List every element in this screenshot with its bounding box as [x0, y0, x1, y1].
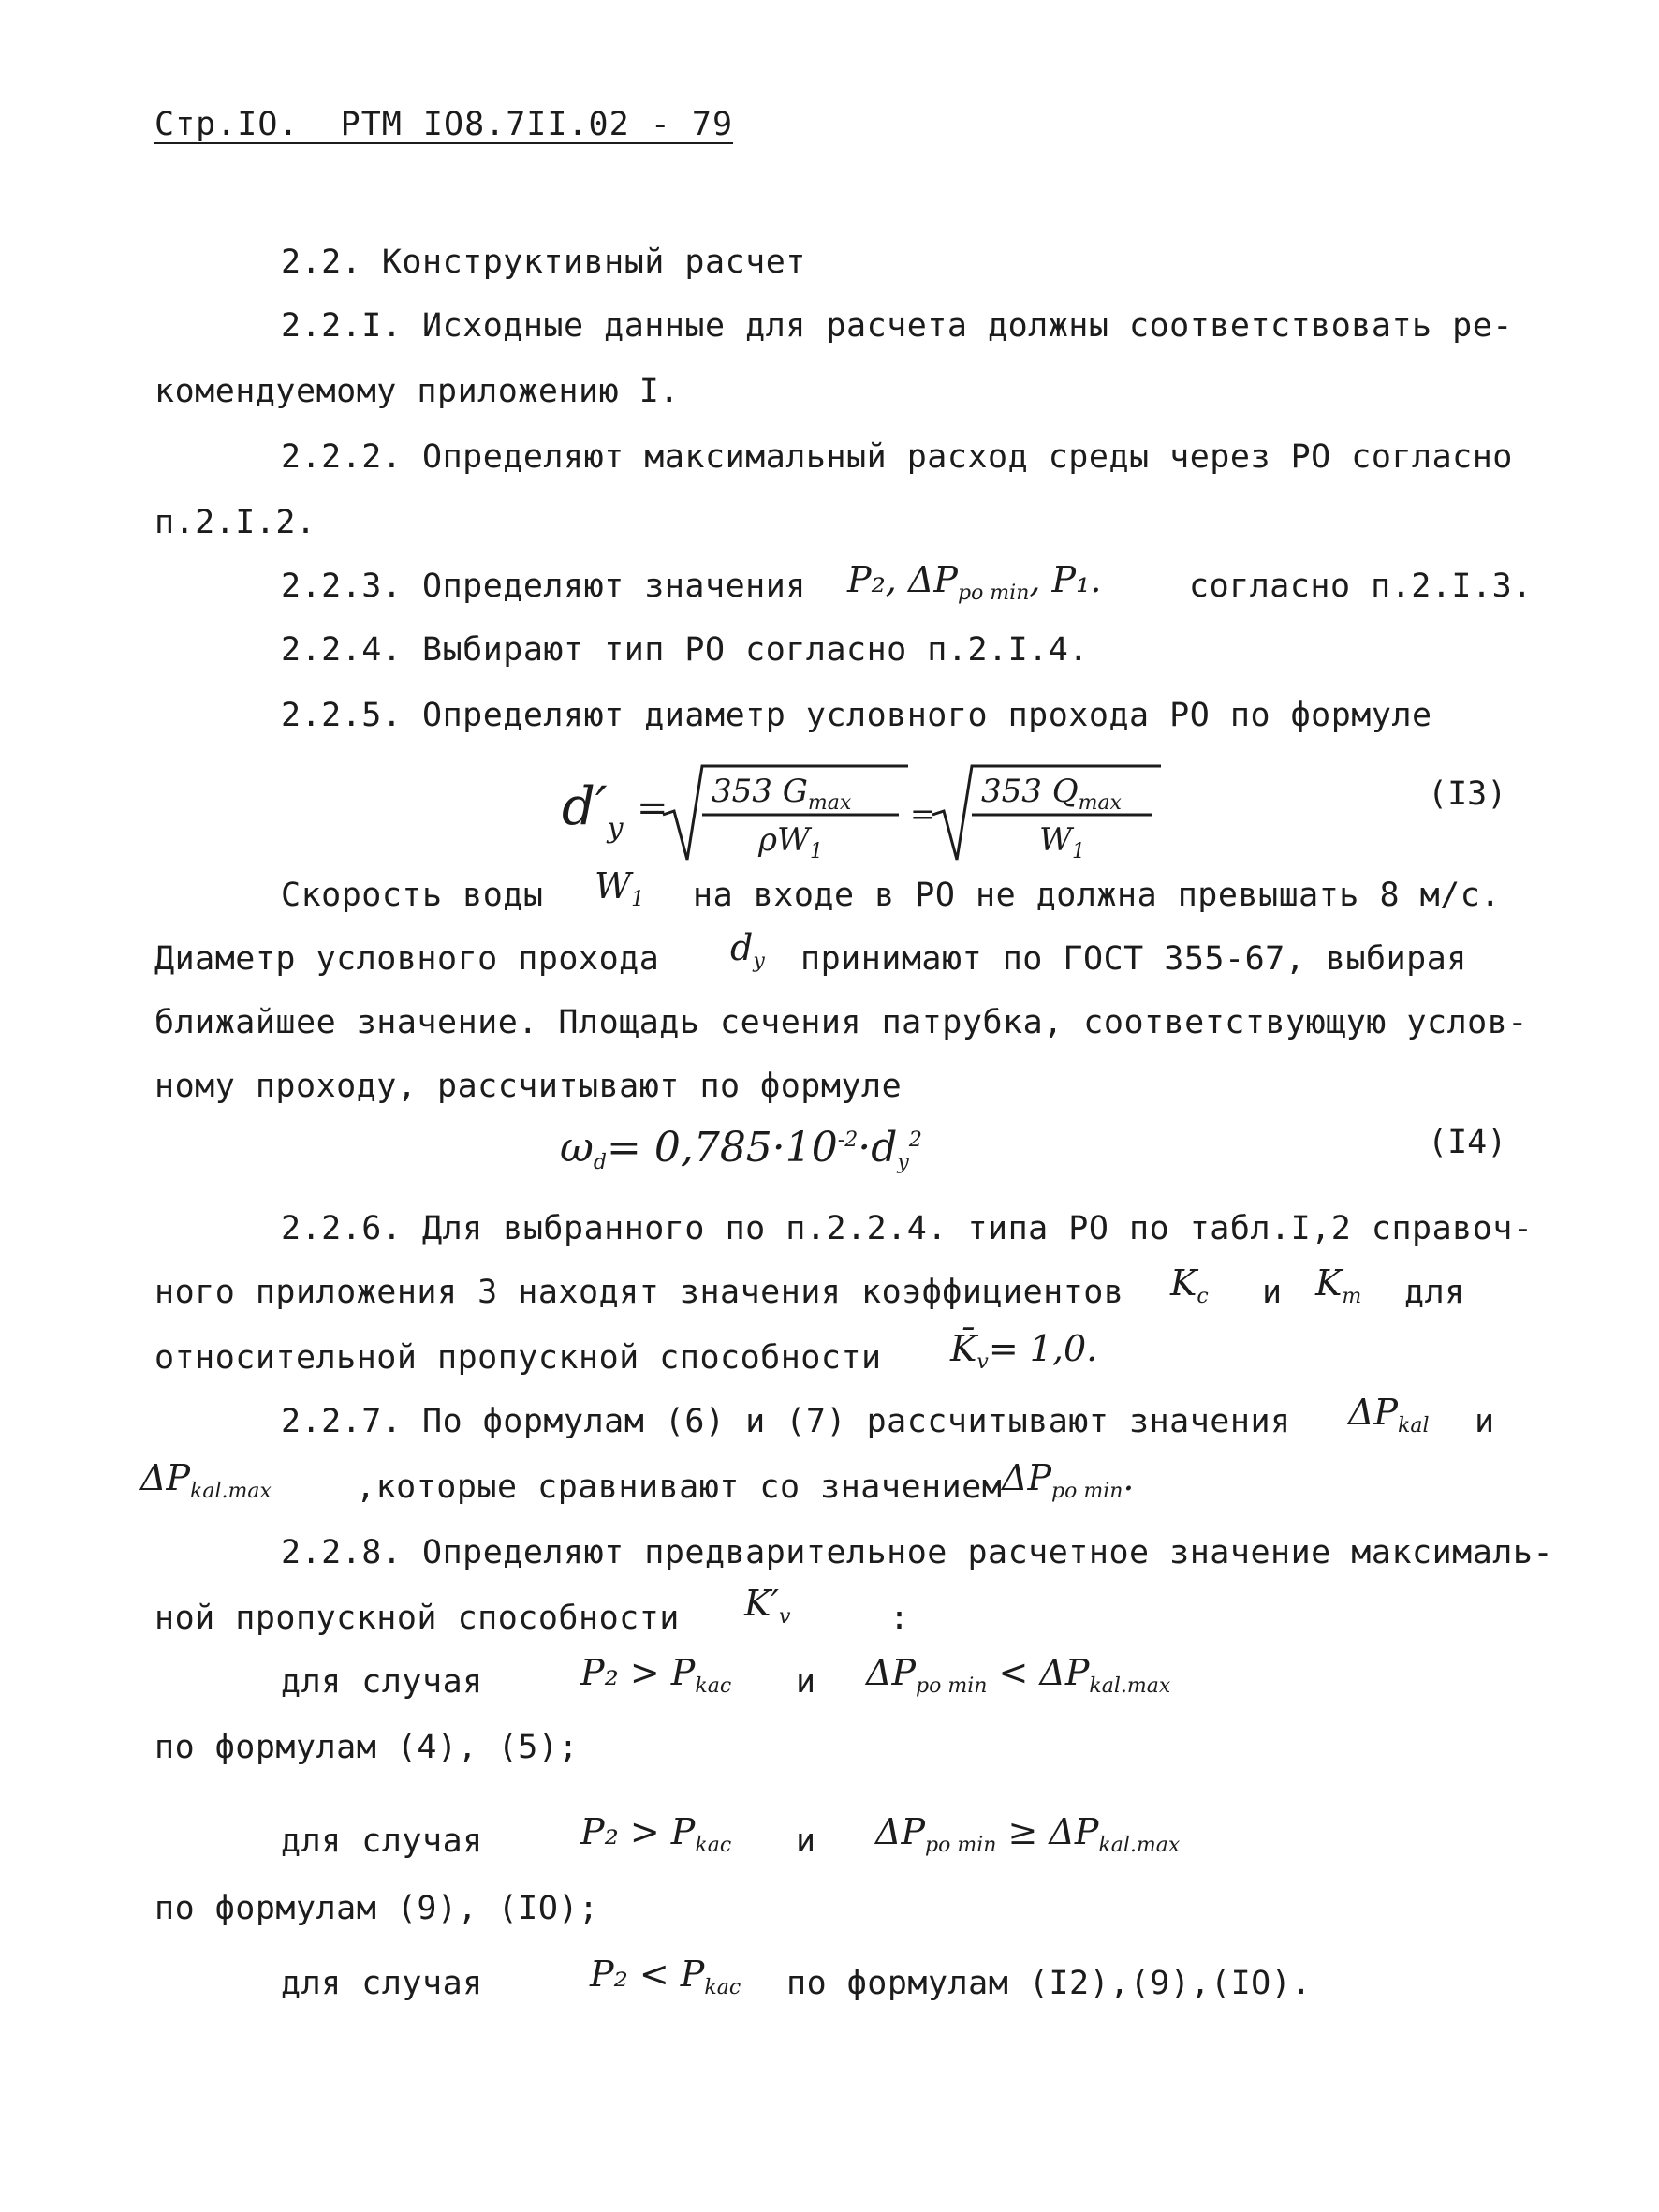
equation-number-13: (I3) — [1428, 775, 1507, 813]
formula-13-lhs: $d'_y$ — [562, 776, 624, 845]
section-heading: 2.2. Конструктивный расчет — [281, 243, 806, 281]
paragraph-2-2-3-pre: 2.2.3. Определяют значения — [281, 568, 806, 605]
diameter-post: принимают по ГОСТ 355-67, выбирая — [800, 940, 1467, 978]
paragraph-2-2-4: 2.2.4. Выбирают тип РО согласно п.2.I.4. — [281, 631, 1089, 669]
math-dy: $d_y$ — [730, 927, 765, 973]
paragraph-2-2-5: 2.2.5. Определяют диаметр условного прохода РО по формуле — [281, 697, 1432, 734]
paragraph-2-2-8-line1: 2.2.8. Определяют предварительное расчетное значение максималь- — [281, 1534, 1554, 1571]
paragraph-2-2-3-post: согласно п.2.I.3. — [1189, 568, 1533, 605]
paragraph-2-2-1-line2: комендуемому приложению I. — [154, 373, 680, 410]
formula-14: $\omega_d= 0,785\cdot 10^{-2}\cdot d_y^2$ — [560, 1124, 922, 1174]
paragraph-2-2-6-line1: 2.2.6. Для выбранного по п.2.2.4. типа РО по табл.I,2 справоч- — [281, 1210, 1534, 1247]
case3-cond1: $P_2 < P_{kac}$ — [590, 1954, 741, 1999]
math-kc: $K_c$ — [1170, 1262, 1209, 1308]
math-p2-dp-pomin: P₂, $\Delta P_{po min}$, P₁. — [847, 559, 1102, 605]
paragraph-2-2-2-line2: п.2.I.2. — [154, 504, 316, 541]
formula-13-num2: 353 $Q_{max}$ — [981, 773, 1122, 815]
math-dp-pomin: $\Delta P_{po min}$. — [1002, 1457, 1135, 1503]
case2-label: для случая — [281, 1822, 483, 1860]
math-kv-prime: $K'_v$ — [744, 1583, 791, 1629]
math-kv-relative: $K̄_v= 1,0$. — [950, 1328, 1098, 1374]
case2-and: и — [796, 1822, 816, 1860]
speed-pre: Скорость воды — [281, 877, 544, 914]
case2-formulas: по формулам (9), (IO); — [154, 1890, 599, 1927]
nearest-line: ближайшее значение. Площадь сечения патрубка, соответствующую услов- — [154, 1004, 1528, 1041]
formula-13-den1: $\rho W_1$ — [758, 821, 823, 863]
case2-cond1: $P_2 > P_{kac}$ — [580, 1811, 732, 1857]
paragraph-2-2-8-line2: ной пропускной способности — [154, 1600, 680, 1637]
paragraph-2-2-7-line2: ,которые сравнивают со значением — [356, 1468, 1003, 1506]
paragraph-2-2-6-for: для — [1404, 1274, 1465, 1311]
diameter-pre: Диаметр условного прохода — [154, 940, 660, 978]
formula-13-eq1: = — [637, 787, 668, 830]
paragraph-2-2-7-line1: 2.2.7. По формулам (6) и (7) рассчитывают значения — [281, 1403, 1291, 1440]
case3-label: для случая — [281, 1965, 483, 2002]
case2-cond2: $\Delta P_{po min} \ge \Delta P_{kal.max}$ — [875, 1811, 1181, 1857]
paragraph-2-2-2-line1: 2.2.2. Определяют максимальный расход среды через РО согласно — [281, 438, 1513, 476]
case1-cond1: $P_2 > P_{kac}$ — [580, 1652, 732, 1698]
equation-number-14: (I4) — [1428, 1124, 1507, 1161]
formula-13-den2: $W_1$ — [1039, 821, 1085, 863]
case1-formulas: по формулам (4), (5); — [154, 1729, 580, 1766]
formula-13-eq2: = — [910, 796, 935, 832]
case3-formulas: по формулам (I2),(9),(IO). — [786, 1965, 1312, 2002]
case1-cond2: $\Delta P_{po min} < \Delta P_{kal.max}$ — [866, 1652, 1171, 1698]
paragraph-2-2-6-line3: относительной пропускной способности — [154, 1339, 882, 1377]
page-header: Стр.IO. РТМ IO8.7II.02 - 79 — [154, 106, 734, 143]
case1-label: для случая — [281, 1663, 483, 1701]
math-dp-kal: $\Delta P_{kal}$ — [1348, 1392, 1430, 1438]
paragraph-2-2-1-line1: 2.2.I. Исходные данные для расчета должны соответствовать ре- — [281, 307, 1513, 345]
formula-13-num1: 353 $G_{max}$ — [712, 773, 852, 815]
paragraph-2-2-6-line2-pre: ного приложения 3 находят значения коэффициентов — [154, 1274, 1124, 1311]
formula-13 — [562, 749, 1180, 871]
nomu-line: ному проходу, рассчитывают по формуле — [154, 1068, 903, 1105]
math-km: $K_m$ — [1315, 1262, 1362, 1308]
case1-and: и — [796, 1663, 816, 1701]
paragraph-2-2-6-and: и — [1262, 1274, 1283, 1311]
math-w1: $W_1$ — [595, 865, 645, 911]
paragraph-2-2-7-and: и — [1475, 1403, 1495, 1440]
paragraph-2-2-8-colon: : — [889, 1600, 910, 1637]
speed-post: на входе в РО не должна превышать 8 м/с. — [693, 877, 1501, 914]
math-dp-kal-max: $\Delta P_{kal.max}$ — [140, 1457, 272, 1503]
